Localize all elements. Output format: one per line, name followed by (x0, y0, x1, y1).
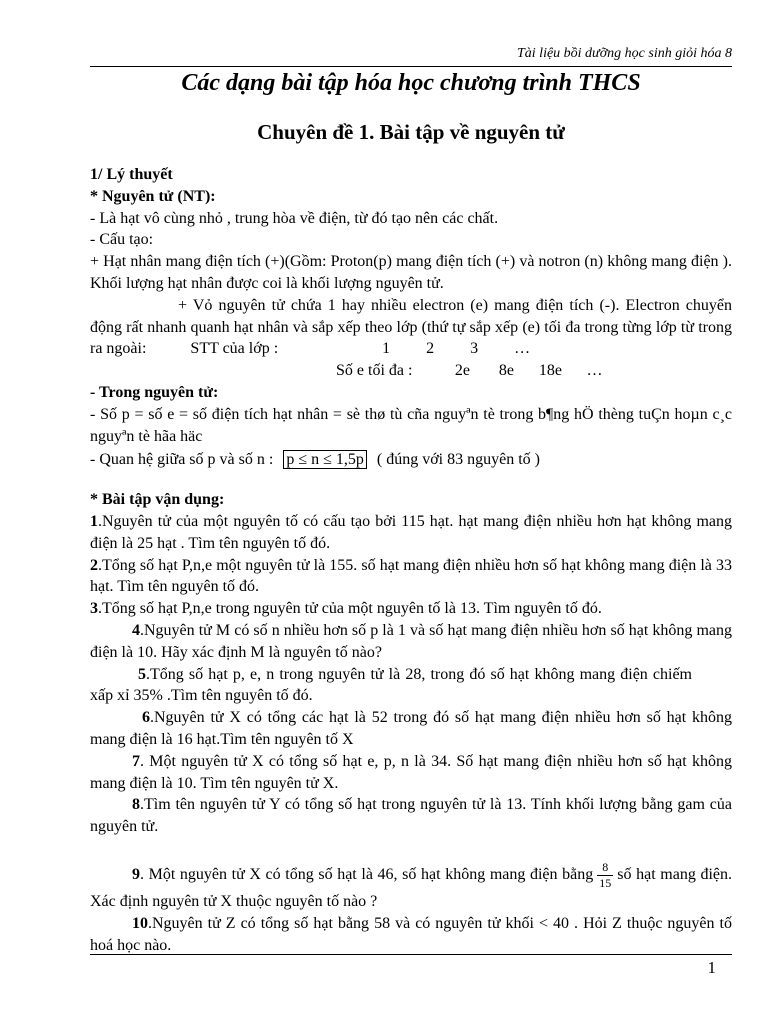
exercise-item (90, 794, 732, 838)
exercise-number: 7 (132, 752, 140, 770)
exercise-item (90, 751, 732, 795)
table-cell: 2 (426, 340, 435, 358)
exercise-number: 10 (132, 914, 148, 932)
exercise-text: .Nguyên tử X có tổng các hạt là 52 trong đó số hạt mang điện nhiều hơn số hạt không mang điện là 16 hạt.Tìm tên nguyên tố X (90, 709, 732, 748)
exercise-item (90, 598, 732, 620)
exercise-text: .Nguyên tử Z có tổng số hạt bằng 58 và có nguyên tử khối < 40 . Hỏi Z thuộc nguyên tố hoá học nào. (90, 914, 732, 954)
exercise-item (90, 511, 732, 555)
relation-suffix: ( đúng với 83 nguyên tố ) (376, 451, 540, 469)
table-cell: 3 (470, 340, 479, 358)
theory-line (90, 295, 732, 360)
table-cell: 8e (498, 362, 514, 380)
table-cell: 2e (454, 362, 470, 380)
theory-line-text: + Vỏ nguyên tử chứa 1 hay nhiều electron (e) mang điện tích (-). Electron chuyển động rất nhanh quanh hạt nhân và sắp xếp theo lớp (thứ tự sắp xếp (e) tối đa trong từng lớp từ trong ra ngoài: (90, 296, 732, 358)
table-cell: … (514, 340, 531, 358)
exercise-text: .Tổng số hạt p, e, n trong nguyên tử là 28, trong đó số hạt không mang điện chiếm xấp xỉ 35% .Tìm tên nguyên tố đó. (90, 665, 692, 705)
exercise-text: .Tổng số hạt P,n,e một nguyên tử là 155. số hạt mang điện nhiều hơn số hạt không mang điện là 33 hạt. Tìm tên nguyên tố đó. (90, 556, 732, 596)
exercise-text: . Một nguyên tử X có tổng số hạt là 46, số hạt không mang điện bằng (140, 866, 594, 884)
exercise-number: 6 (142, 709, 150, 727)
relation-prefix: - Quan hệ giữa số p và số n : (90, 451, 274, 469)
exercises-heading: * Bài tập vận dụng: (90, 491, 225, 509)
exercise-number: 5 (138, 665, 146, 683)
table-row1-label: STT của lớp : (190, 340, 279, 358)
table-cell: 18e (538, 362, 562, 380)
exercise-text: số hạt mang điện. Xác định nguyên tử X thuộc nguyên tố nào ? (90, 866, 733, 910)
theory-line: - Là hạt vô cùng nhỏ , trung hòa về điện, từ đó tạo nên các chất. (90, 209, 499, 227)
relation-line (90, 449, 732, 471)
table-cell: 1 (382, 340, 391, 358)
inside-atom-heading: - Trong nguyên tử: (90, 383, 219, 401)
footer-rule (90, 954, 732, 955)
exercise-number: 3 (90, 600, 98, 618)
atom-heading: * Nguyên tử (NT): (90, 187, 216, 205)
theory-line: + Hạt nhân mang điện tích (+)(Gồm: Proton(p) mang điện tích (+) và notron (n) không mang điện ). Khối lượng hạt nhân được coi là khối lượng nguyên tử. (90, 253, 732, 292)
table-cell: … (586, 362, 603, 380)
spacer (90, 471, 732, 489)
theory-line: - Số p = số e = số điện tích hạt nhân = sè thø tù cña nguyªn tè trong b¶ng hÖ thèng tuÇn hoµn c¸c nguyªn tè hãa häc (90, 405, 732, 445)
document-title: Các dạng bài tập hóa học chương trình THCS (181, 70, 641, 96)
exercise-number: 4 (132, 621, 140, 639)
header-rule (90, 66, 732, 67)
spacer (90, 838, 732, 860)
exercise-number: 8 (132, 796, 140, 814)
exercise-item (90, 620, 732, 664)
exercise-item (90, 913, 732, 957)
theory-line: - Cấu tạo: (90, 231, 154, 249)
exercise-number: 1 (90, 512, 98, 530)
fraction (597, 860, 613, 891)
relation-formula-box: p ≤ n ≤ 1,5p (283, 450, 367, 469)
exercise-item (90, 860, 732, 913)
exercise-number: 2 (90, 556, 98, 574)
exercise-item (90, 707, 732, 751)
page-number: 1 (707, 958, 716, 977)
exercise-text: . Một nguyên tử X có tổng số hạt e, p, n là 34. Số hạt mang điện nhiều hơn số hạt không mang điện là 10. Tìm tên nguyên tử X. (90, 752, 732, 792)
fraction-denominator: 15 (599, 875, 612, 890)
exercise-text: .Nguyên tử M có số n nhiều hơn số p là 1 và số hạt mang điện nhiều hơn số hạt không mang điện là 10. Hãy xác định M là nguyên tố nào? (90, 621, 732, 661)
running-header: Tài liệu bồi dưỡng học sinh giỏi hóa 8 (517, 46, 732, 61)
exercise-text: .Tổng số hạt P,n,e trong nguyên tử của một nguyên tố là 13. Tìm nguyên tố đó. (98, 600, 602, 618)
exercise-text: .Nguyên tử của một nguyên tố có cấu tạo bởi 115 hạt. hạt mang điện nhiều hơn hạt không mang điện là 25 hạt . Tìm tên nguyên tố đó. (90, 512, 732, 552)
table-row2-label: Số e tối đa : (336, 362, 413, 380)
table-row2 (90, 360, 732, 382)
fraction-numerator: 8 (597, 860, 613, 876)
exercise-item (90, 664, 732, 708)
document-body (90, 164, 732, 956)
exercise-text: .Tìm tên nguyên tử Y có tổng số hạt trong nguyên tử là 13. Tính khối lượng bằng gam của nguyên tử. (90, 796, 732, 836)
exercise-item (90, 555, 732, 599)
exercise-number: 9 (132, 866, 140, 884)
theory-heading: 1/ Lý thuyết (90, 166, 173, 183)
chapter-title: Chuyên đề 1. Bài tập về nguyên tử (257, 120, 565, 144)
